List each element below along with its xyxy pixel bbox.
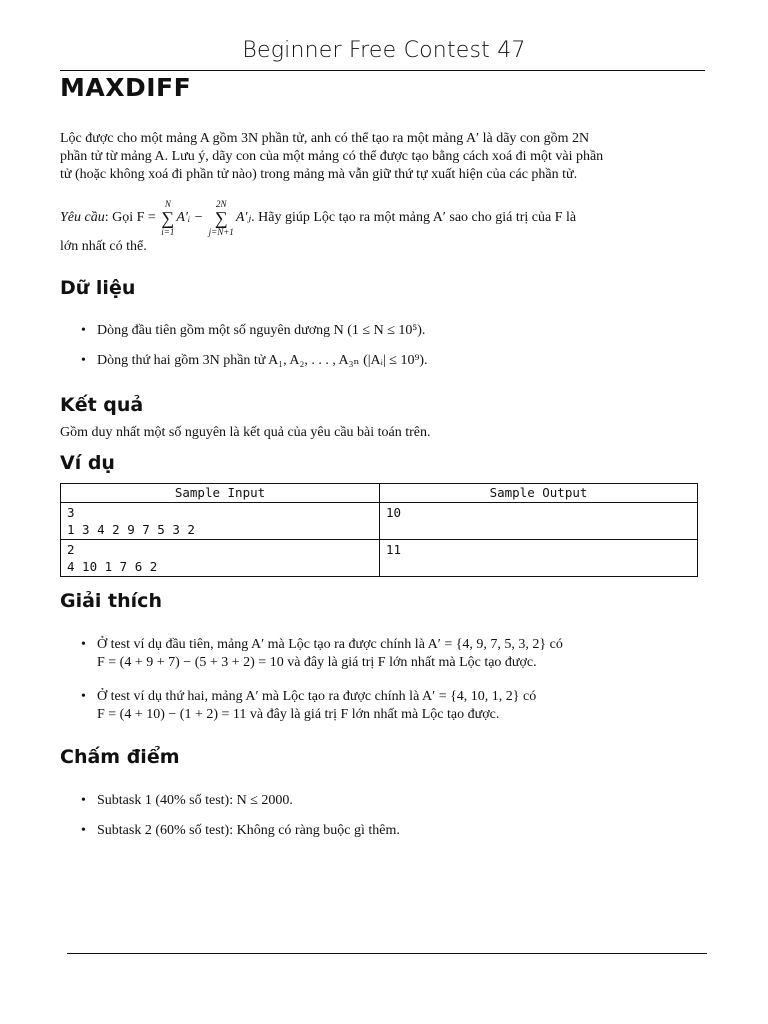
table-header-row [61, 484, 698, 503]
sample-table [60, 483, 698, 577]
section-title-explanation: Giải thích [60, 590, 162, 612]
section-title-output: Kết quả [60, 394, 144, 416]
term-1: A′ᵢ − [176, 210, 207, 225]
list-item: • Ở test ví dụ đầu tiên, mảng A′ mà Lộc tạo ra được chính là A′ = {4, 9, 7, 5, 3, 2} có F = (4 + 9 + 7) − (5 + 3 + 2) = 10 và đây là giá trị F lớn nhất mà Lộc tạo được. [81, 637, 563, 670]
sum-symbol-1: N ∑ i=1 [161, 198, 175, 237]
list-item: • Dòng thứ hai gồm 3N phần tử A₁, A₂, . . . , A₃ₙ (|Aᵢ| ≤ 10⁹). [81, 353, 428, 368]
sample-input-cell: 3 1 3 4 2 9 7 5 3 2 [61, 503, 380, 540]
footer-divider [67, 953, 707, 954]
table-row [61, 503, 698, 540]
statement-line: phần tử từ mảng A. Lưu ý, dãy con của một mảng có thể được tạo bằng cách xoá đi một vài phần [60, 149, 604, 164]
request-after: . Hãy giúp Lộc tạo ra một mảng A′ sao cho giá trị của F là [251, 210, 577, 225]
problem-title: MAXDIFF [60, 73, 192, 102]
output-text: Gồm duy nhất một số nguyên là kết quả của yêu cầu bài toán trên. [60, 425, 431, 440]
statement-paragraph [60, 130, 700, 184]
sum2-lower: j=N+1 [208, 226, 234, 237]
request-before: : Gọi F = [104, 210, 160, 225]
list-item: • Subtask 1 (40% số test): N ≤ 2000. [81, 793, 293, 808]
list-item: • Dòng đầu tiên gồm một số nguyên dương N (1 ≤ N ≤ 10⁵). [81, 323, 426, 338]
statement-line: Lộc được cho một mảng A gồm 3N phần tử, anh có thể tạo ra một mảng A′ là dãy con gồm 2N [60, 131, 590, 146]
input-list [60, 322, 700, 370]
sum-symbol-2: 2N ∑ j=N+1 [208, 198, 234, 237]
header-divider [60, 70, 705, 71]
request-line [60, 198, 700, 238]
section-title-scoring: Chấm điểm [60, 746, 180, 768]
request-label: Yêu cầu [60, 210, 105, 225]
scoring-list [60, 792, 700, 840]
statement-line: tử (hoặc không xoá đi phần tử nào) trong mảng mà vẫn giữ thứ tự xuất hiện của các phần tử. [60, 167, 578, 182]
section-title-input: Dữ liệu [60, 277, 136, 299]
sample-output-cell: 11 [380, 540, 698, 577]
contest-header: Beginner Free Contest 47 [242, 38, 526, 63]
section-title-example: Ví dụ [60, 452, 115, 474]
request-line-2: lớn nhất có thể. [60, 239, 147, 254]
sum1-lower: i=1 [161, 226, 175, 237]
column-header-input: Sample Input [61, 484, 380, 503]
table-row [61, 540, 698, 577]
sample-input-cell: 2 4 10 1 7 6 2 [61, 540, 380, 577]
list-item: • Subtask 2 (60% số test): Không có ràng buộc gì thêm. [81, 823, 400, 838]
sum2-upper: 2N [215, 198, 227, 209]
sample-output-cell: 10 [380, 503, 698, 540]
sum1-upper: N [164, 198, 171, 209]
request-paragraph [60, 198, 700, 256]
column-header-output: Sample Output [380, 484, 698, 503]
term-2: A′ⱼ [235, 210, 252, 225]
list-item: • Ở test ví dụ thứ hai, mảng A′ mà Lộc tạo ra được chính là A′ = {4, 10, 1, 2} có F = (4 + 10) − (1 + 2) = 11 và đây là giá trị F lớn nhất mà Lộc tạo được. [81, 689, 537, 722]
explanation-list [60, 636, 700, 724]
